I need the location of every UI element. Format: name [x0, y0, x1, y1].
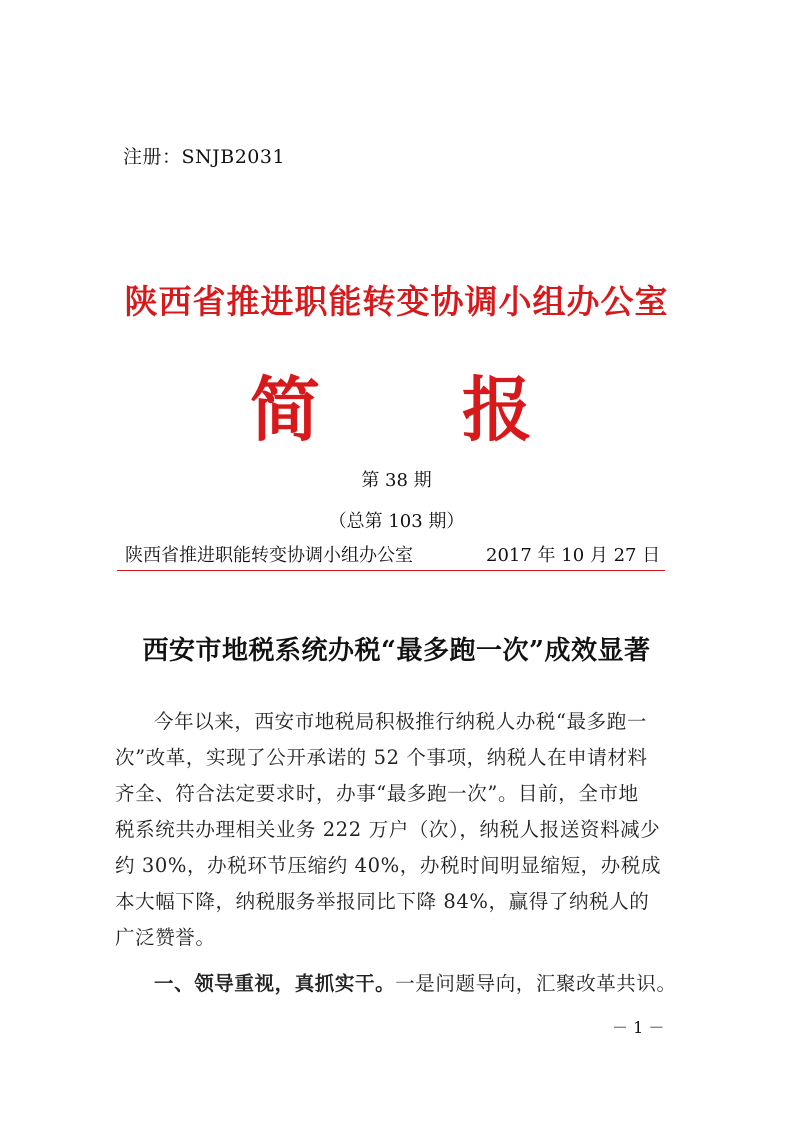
- header-org: 陕西省推进职能转变协调小组办公室: [125, 545, 413, 566]
- paragraph-line: 税系统共办理相关业务 222 万户（次），纳税人报送资料减少: [115, 818, 661, 841]
- red-divider-line: [117, 570, 665, 571]
- paragraph-line: 约 30%，办税环节压缩约 40%，办税时间明显缩短，办税成: [115, 854, 662, 877]
- header-info-line: [125, 541, 685, 567]
- article-body: [115, 704, 675, 956]
- header-date: 2017 年 10 月 27 日: [486, 545, 661, 566]
- paragraph-line: 广泛赞誉。: [115, 926, 216, 949]
- paragraph-line: 次”改革，实现了公开承诺的 52 个事项，纳税人在申请材料: [115, 746, 648, 769]
- section-text: 一是问题导向，汇聚改革共识。: [395, 972, 677, 995]
- paragraph-line: 齐全、符合法定要求时，办事“最多跑一次”。目前，全市地: [115, 782, 639, 805]
- issue-number: 第 38 期: [361, 470, 432, 491]
- brief-title: [0, 370, 793, 460]
- issue-total-number: （总第 103 期）: [328, 511, 465, 532]
- section-paragraph: [154, 968, 677, 996]
- section-heading: 一、领导重视，真抓实干。: [154, 972, 396, 995]
- article-title: 西安市地税系统办税“最多跑一次”成效显著: [142, 636, 651, 666]
- page-number: － 1 －: [612, 1018, 665, 1037]
- paragraph-line: 本大幅下降，纳税服务举报同比下降 84%，赢得了纳税人的: [115, 890, 650, 913]
- issuing-org-title: 陕西省推进职能转变协调小组办公室: [124, 282, 669, 321]
- brief-title-char-2: 报: [462, 369, 532, 451]
- paragraph-line: 今年以来，西安市地税局积极推行纳税人办税“最多跑一: [154, 710, 647, 733]
- registration-number: 注册：SNJB2031: [123, 146, 286, 168]
- brief-title-char-1: 简: [250, 369, 320, 451]
